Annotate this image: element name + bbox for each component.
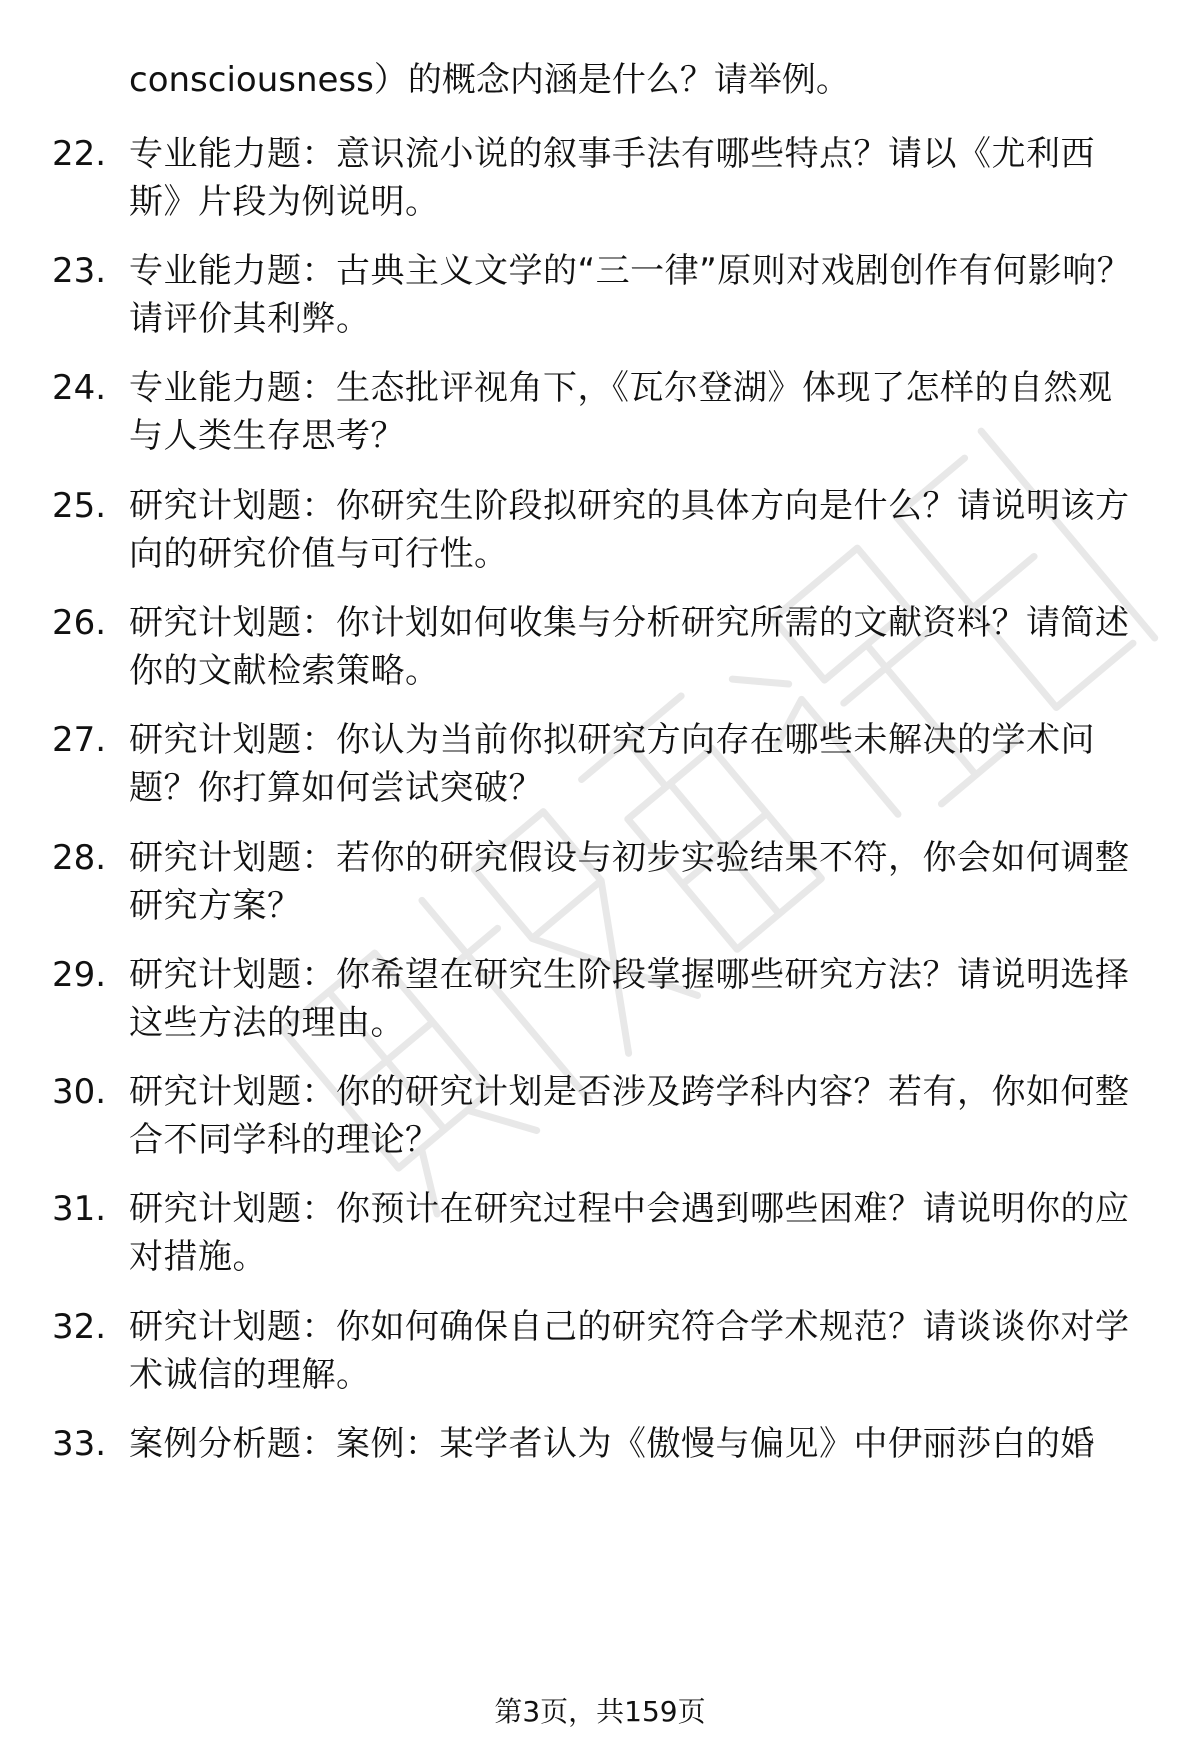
- question-text: 研究计划题：你认为当前你拟研究方向存在哪些未解决的学术问题？你打算如何尝试突破？: [129, 720, 1095, 808]
- question-number: 33.: [52, 1424, 107, 1464]
- question-text: 研究计划题：你预计在研究过程中会遇到哪些困难？请说明你的应对措施。: [129, 1189, 1130, 1277]
- question-item: [0, 1185, 1200, 1285]
- question-number: 29.: [52, 955, 107, 995]
- question-text: 研究计划题：若你的研究假设与初步实验结果不符，你会如何调整研究方案？: [129, 838, 1130, 926]
- question-text: 研究计划题：你计划如何收集与分析研究所需的文献资料？请简述你的文献检索策略。: [129, 603, 1130, 691]
- question-item: [0, 1068, 1200, 1168]
- question-number: 23.: [52, 251, 107, 291]
- question-item: [0, 482, 1200, 582]
- question-text: 专业能力题：生态批评视角下，《瓦尔登湖》体现了怎样的自然观与人类生存思考？: [129, 368, 1113, 456]
- question-number: 24.: [52, 368, 107, 408]
- question-number: 31.: [52, 1189, 107, 1229]
- question-item: [0, 716, 1200, 816]
- question-number: 30.: [52, 1072, 107, 1112]
- question-number: 28.: [52, 838, 107, 878]
- question-text: 研究计划题：你研究生阶段拟研究的具体方向是什么？请说明该方向的研究价值与可行性。: [129, 486, 1130, 574]
- question-number: 25.: [52, 486, 107, 526]
- question-text: 研究计划题：你的研究计划是否涉及跨学科内容？若有，你如何整合不同学科的理论？: [129, 1072, 1130, 1160]
- question-item: [0, 1303, 1200, 1403]
- question-text: 研究计划题：你希望在研究生阶段掌握哪些研究方法？请说明选择这些方法的理由。: [129, 955, 1130, 1043]
- question-number: 26.: [52, 603, 107, 643]
- question-number: 22.: [52, 134, 107, 174]
- question-item: [0, 1420, 1200, 1520]
- question-item: [0, 951, 1200, 1051]
- question-number: 32.: [52, 1307, 107, 1347]
- question-item: [0, 834, 1200, 934]
- question-item: [0, 130, 1200, 230]
- page-footer: 第3页，共159页: [494, 1695, 706, 1728]
- question-text: 案例分析题：案例：某学者认为《傲慢与偏见》中伊丽莎白的婚: [129, 1424, 1095, 1464]
- question-item: [0, 247, 1200, 347]
- question-number: 27.: [52, 720, 107, 760]
- question-item: [0, 364, 1200, 464]
- question-text: 专业能力题：古典主义文学的“三一律”原则对戏剧创作有何影响？请评价其利弊。: [129, 251, 1132, 339]
- question-item: [0, 599, 1200, 699]
- question-text: 研究计划题：你如何确保自己的研究符合学术规范？请谈谈你对学术诚信的理解。: [129, 1307, 1130, 1395]
- question-text: 专业能力题：意识流小说的叙事手法有哪些特点？请以《尤利西斯》片段为例说明。: [129, 134, 1095, 222]
- continuation-line: consciousness）的概念内涵是什么？请举例。: [129, 60, 850, 100]
